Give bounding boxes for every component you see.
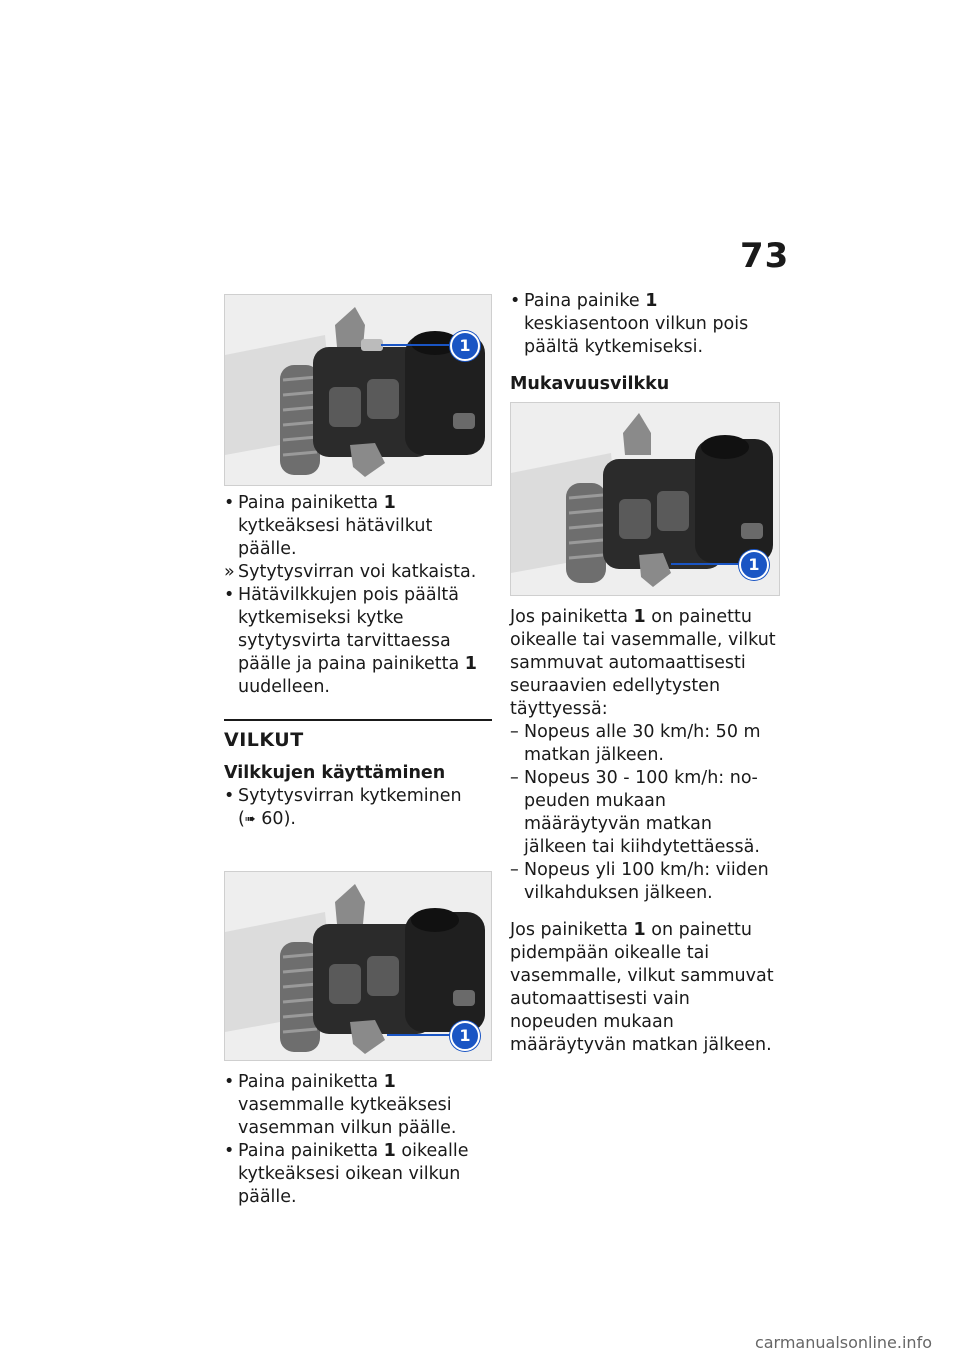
left-column: [224, 294, 492, 1209]
paragraph: Jos painiketta 1 on painettu oikealle tai vasemmalle, vilkut sammuvat automaattisesti seuraavien edellytysten täyttyessä:: [510, 607, 776, 719]
callout-1: 1: [450, 331, 480, 361]
list-item: • Paina painiketta 1 kytkeäksesi hätävilkut päälle.: [224, 493, 433, 559]
figure-comfort-indicator: [510, 402, 780, 596]
list-item: • Paina painiketta 1 vasemmalle kytkeäksesi vasemman vilkun päälle.: [224, 1072, 457, 1138]
dash-icon: –: [510, 768, 519, 788]
bullet-icon: •: [224, 1072, 235, 1092]
right-column: [510, 290, 778, 1057]
handlebar-switch-illustration: [225, 295, 491, 485]
list-item: • Paina painiketta 1 oikealle kytkeäksesi oikean vilkun päälle.: [224, 1141, 469, 1207]
dash-icon: –: [510, 860, 519, 880]
bullet-icon: •: [224, 585, 235, 605]
bullet-icon: •: [224, 1141, 235, 1161]
figure-hazard-switch: [224, 294, 492, 486]
list-item-dash: – Nopeus alle 30 km/h: 50 m matkan jälkeen.: [510, 722, 761, 765]
list-item: • Paina painike 1 keskiasentoon vilkun pois päältä kytkemiseksi.: [510, 291, 749, 357]
list-item: • Sytytysvirran kytkeminen (➠ 60).: [224, 786, 462, 829]
list-item-dash: – Nopeus 30 - 100 km/h: nopeuden mukaan määräytyvän matkan jälkeen tai kiihdytettäessä.: [510, 768, 760, 857]
bullet-icon: •: [224, 493, 235, 513]
subsection-title: Vilkkujen käyttäminen: [224, 763, 446, 783]
page-number: 73: [740, 236, 790, 276]
callout-1: 1: [739, 550, 769, 580]
subsection-title: Mukavuusvilkku: [510, 374, 670, 394]
bullet-icon: •: [510, 291, 521, 311]
bullet-icon: •: [224, 786, 235, 806]
footer-watermark[interactable]: carmanualsonline.info: [754, 1333, 932, 1352]
arrow-right-icon: ➠: [244, 812, 256, 827]
dash-icon: –: [510, 722, 519, 742]
list-item-result: » Sytytysvirran voi katkaista.: [224, 562, 477, 582]
section-divider: [224, 719, 492, 721]
result-icon: »: [224, 562, 235, 582]
paragraph: Jos painiketta 1 on painettu pidempään oikealle tai vasemmalle, vilkut sammuvat automaattisesti vain nopeuden mukaan määräytyvän matkan jälkeen.: [510, 920, 774, 1055]
figure-turn-signal-switch: [224, 871, 492, 1061]
callout-1: 1: [450, 1021, 480, 1051]
list-item: • Hätävilkkujen pois päältä kytkemiseksi kytke sytytysvirta tarvittaessa päälle ja paina painiketta 1 uudelleen.: [224, 585, 477, 697]
list-item-dash: – Nopeus yli 100 km/h: viiden vilkahduksen jälkeen.: [510, 860, 769, 903]
section-title: VILKUT: [224, 729, 304, 751]
